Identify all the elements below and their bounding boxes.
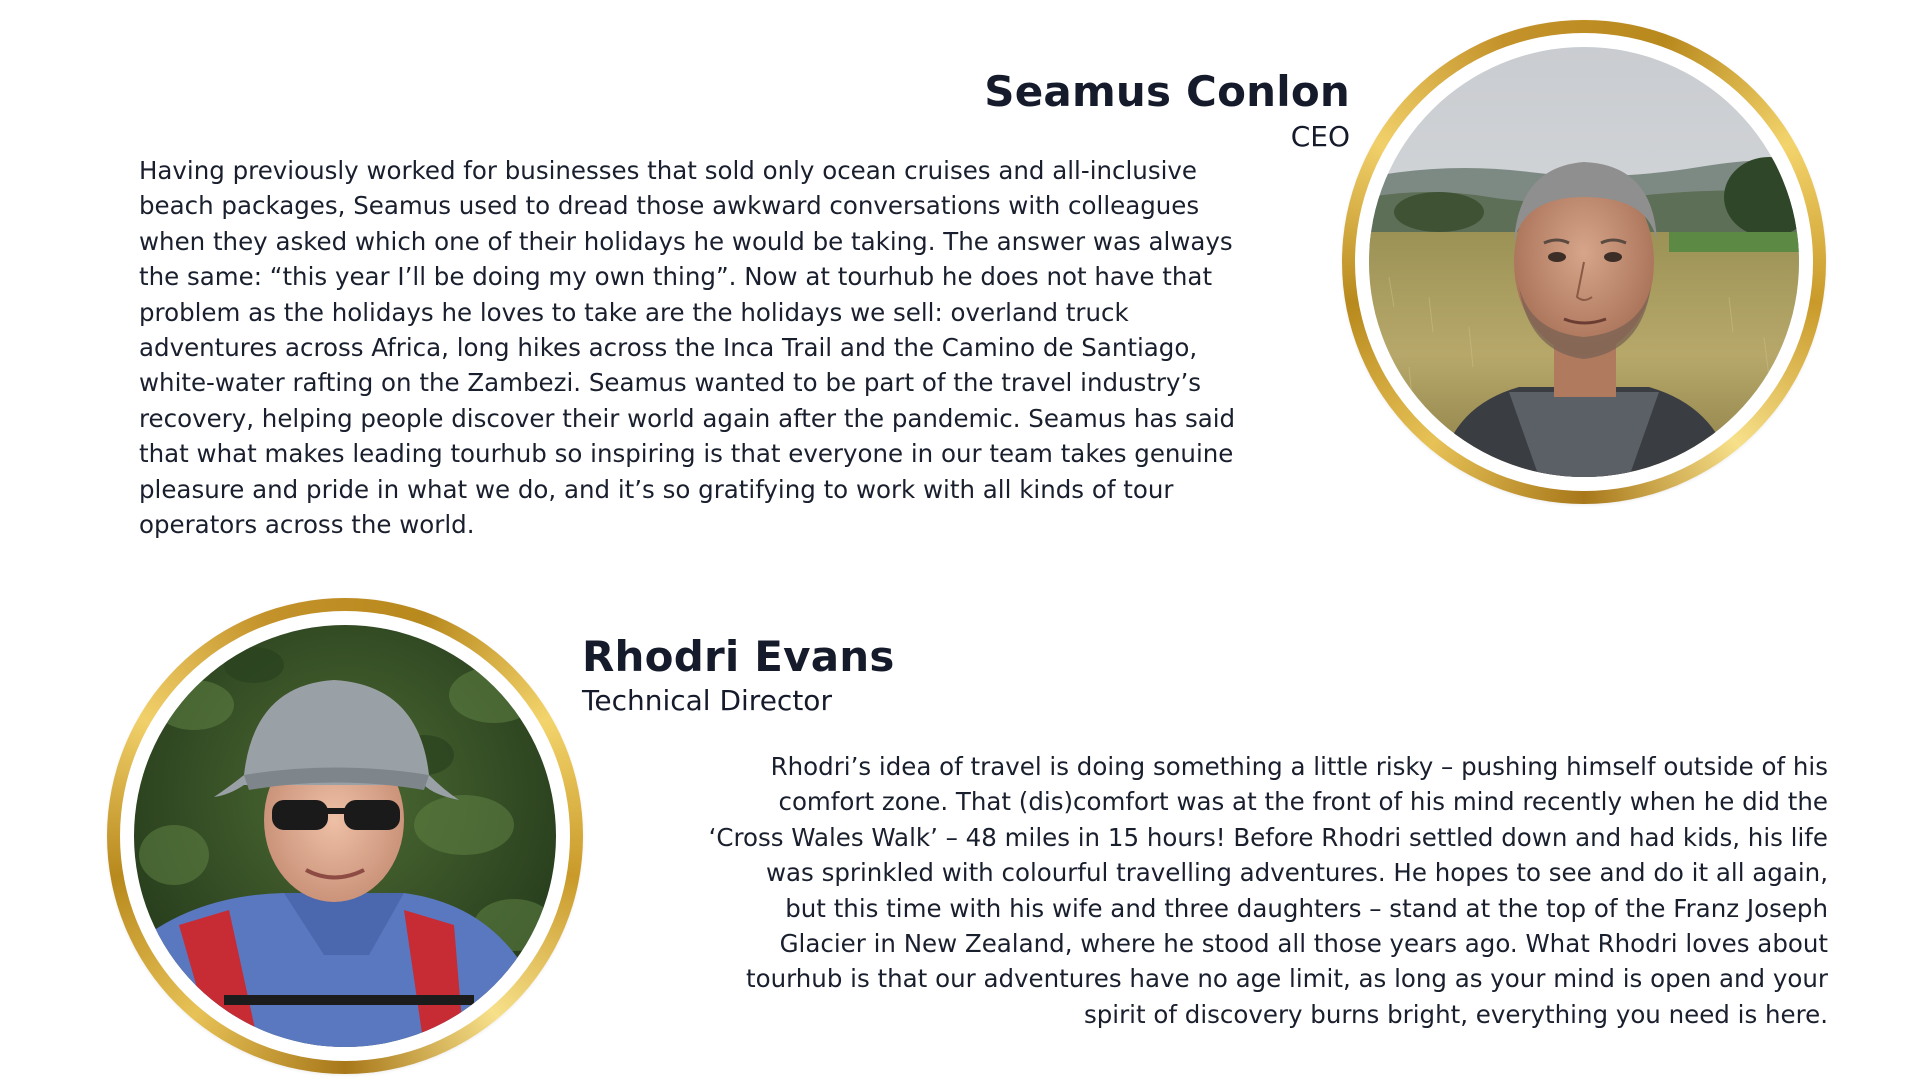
profile-photo-frame [1342,20,1826,504]
portrait-image [134,625,556,1047]
profile-name: Seamus Conlon [984,67,1350,116]
profile-photo-frame [107,598,583,1074]
bio-line: recovery, helping people discover their world again after the pandemic. Seamus has said [139,403,1236,433]
bio-line: when they asked which one of their holidays he would be taking. The answer was always [139,226,1233,256]
bio-line: Having previously worked for businesses that sold only ocean cruises and all-inclusive [139,156,1197,185]
bio-line: ‘Cross Wales Walk’ – 48 miles in 15 hours! Before Rhodri settled down and had kids, his life [708,822,1828,852]
profile-role: Technical Director [582,684,832,717]
profile-role: CEO [1290,120,1350,153]
profile-bio [628,749,1828,1032]
profile-photo-rhodri [134,625,556,1047]
portrait-image [1369,47,1799,477]
bio-line: but this time with his wife and three daughters – stand at the top of the Franz Joseph [785,893,1828,923]
bio-line: beach packages, Seamus used to dread those awkward conversations with colleagues [139,191,1200,221]
bio-line: comfort zone. That (dis)comfort was at the front of his mind recently when he did the [778,787,1828,817]
bio-line: tourhub is that our adventures have no age limit, as long as your mind is open and your [746,964,1828,994]
bio-line: operators across the world. [139,510,475,540]
bio-line: Glacier in New Zealand, where he stood all those years ago. What Rhodri loves about [779,929,1828,959]
profile-bio [139,153,1289,542]
bio-line: was sprinkled with colourful travelling adventures. He hopes to see and do it all again, [766,858,1828,888]
bio-line: pleasure and pride in what we do, and it’s so gratifying to work with all kinds of tour [139,474,1174,504]
bio-line: that what makes leading tourhub so inspiring is that everyone in our team takes genuine [139,439,1234,469]
profile-photo-seamus [1369,47,1799,477]
profile-name: Rhodri Evans [582,632,895,681]
bio-line: Rhodri’s idea of travel is doing something a little risky – pushing himself outside of his [770,752,1828,781]
bio-line: spirit of discovery burns bright, everything you need is here. [1083,999,1828,1029]
bio-line: the same: “this year I’ll be doing my own thing”. Now at tourhub he does not have that [139,262,1213,292]
bio-line: white-water rafting on the Zambezi. Seamus wanted to be part of the travel industry’s [139,368,1202,398]
bio-line: problem as the holidays he loves to take are the holidays we sell: overland truck [139,297,1129,327]
bio-line: adventures across Africa, long hikes across the Inca Trail and the Camino de Santiago, [139,333,1198,363]
